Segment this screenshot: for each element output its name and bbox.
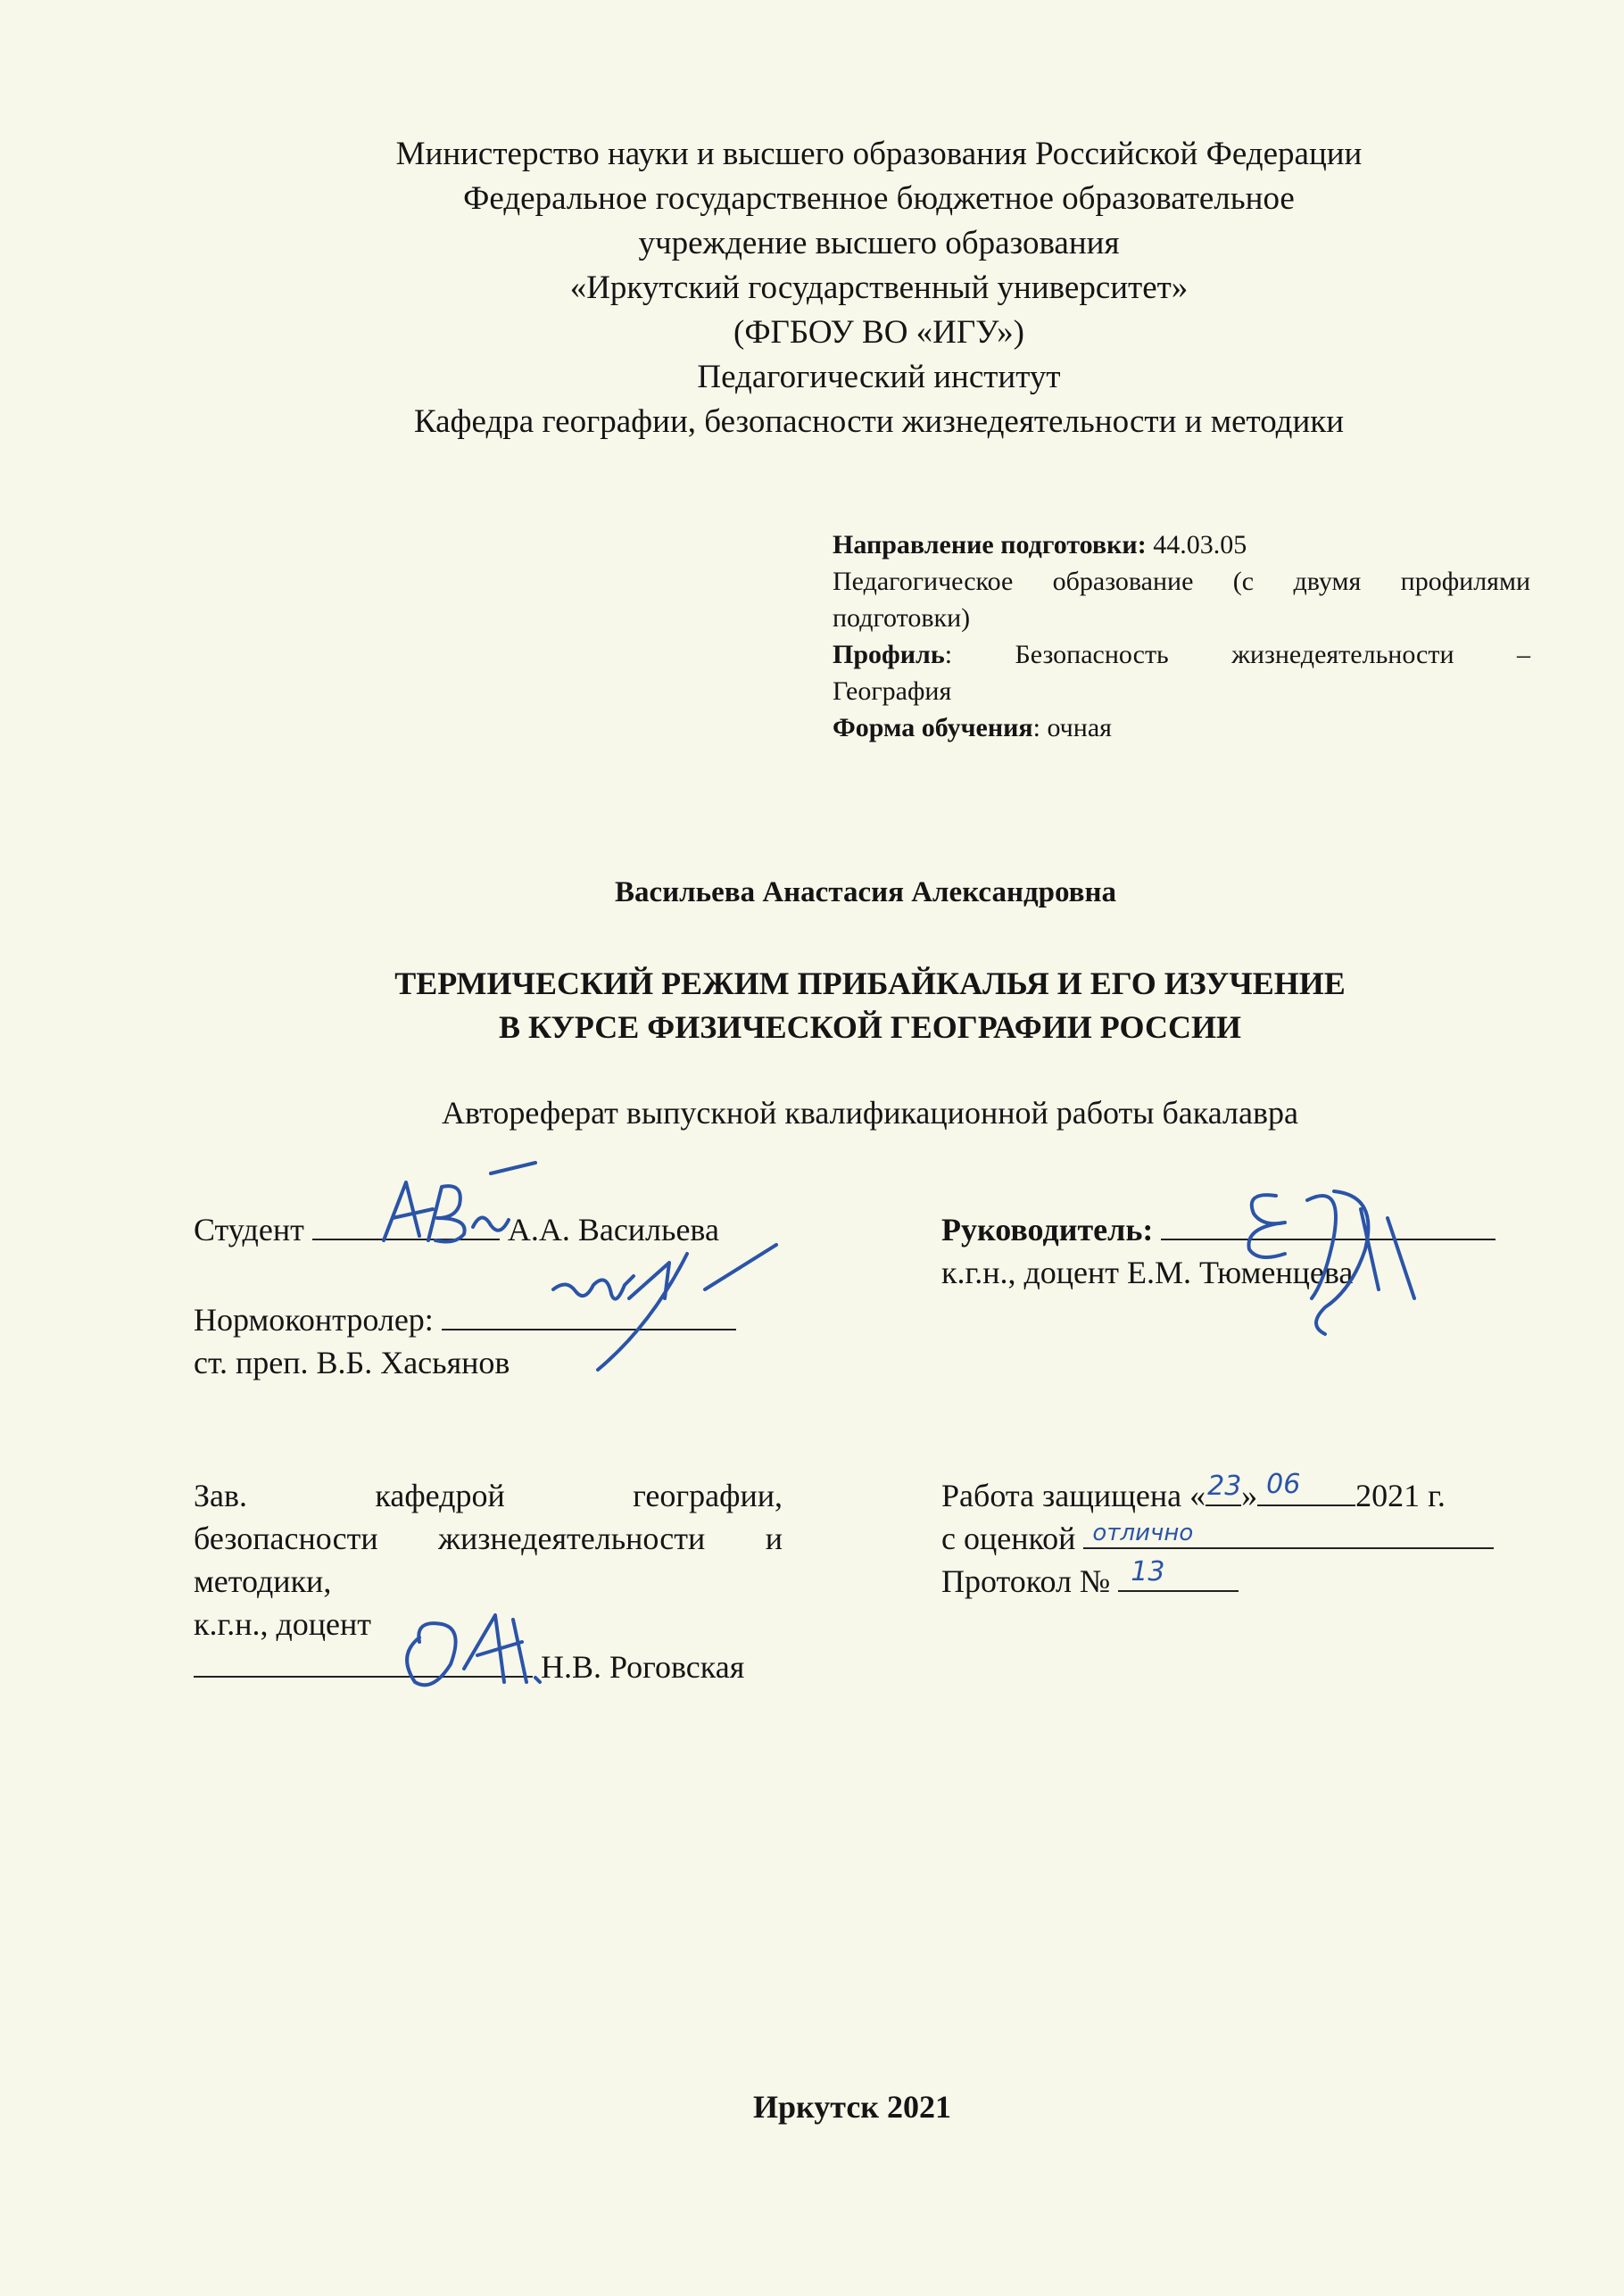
normcontrol-title-name: ст. преп. В.Б. Хасьянов [194,1345,510,1380]
profile-cont: География [833,676,952,706]
study-form-line [833,709,1530,746]
student-signature [366,1156,544,1254]
direction-code: 44.03.05 [1146,530,1247,559]
thesis-title-line2: В КУРСЕ ФИЗИЧЕСКОЙ ГЕОГРАФИИ РОССИИ [499,1009,1241,1045]
document-type: Автореферат выпускной квалификационной работы бакалавра [442,1095,1298,1131]
protocol-number: 13 [1131,1556,1165,1587]
head-line2: безопасности жизнедеятельности и [194,1521,783,1556]
department-line: Кафедра географии, безопасности жизнедеятельности и методики [413,403,1345,440]
defense-prefix: Работа защищена « [941,1478,1206,1513]
grade-label: с оценкой [941,1521,1076,1556]
supervisor-label: Руководитель: [941,1212,1154,1247]
federal-line: Федеральное государственное бюджетное образовательное [463,180,1295,217]
student-label: Студент [194,1212,304,1247]
university-abbrev-line: (ФГБОУ ВО «ИГУ») [733,314,1024,351]
institute-line: Педагогический институт [697,359,1061,395]
supervisor-signature [1209,1173,1477,1352]
study-form-label: Форма обучения [833,713,1033,742]
head-line3: методики, [194,1563,332,1599]
protocol-label: Протокол № [941,1563,1111,1599]
protocol-field [1118,1556,1239,1592]
institution-header [0,132,1624,444]
head-signature [379,1593,558,1700]
grade-line [941,1517,1521,1560]
normcontrol-signature [526,1236,794,1379]
thesis-title [0,962,1624,1049]
normcontrol-label: Нормоконтролер: [194,1302,434,1338]
profile-line [833,636,1530,673]
direction-line [833,526,1530,563]
defense-day-field [1206,1471,1242,1506]
head-line1: Зав. кафедрой географии, [194,1478,783,1513]
ministry-line: Министерство науки и высшего образования Российской Федерации [395,136,1363,172]
profile-label: Профиль [833,640,945,669]
protocol-line [941,1556,1521,1603]
author-name: Васильева Анастасия Александровна [614,876,1117,908]
student-name: А.А. Васильева [499,1212,719,1247]
supervisor-title-name: к.г.н., доцент Е.М. Тюменцева [941,1255,1354,1290]
profile-value: : Безопасность жизнедеятельности – [944,640,1530,669]
university-name-line: «Иркутский государственный университет» [569,269,1189,306]
training-direction-block [833,526,1530,746]
city-year: Иркутск 2021 [752,2089,952,2125]
thesis-title-line1: ТЕРМИЧЕСКИЙ РЕЖИМ ПРИБАЙКАЛЬЯ И ЕГО ИЗУЧЕНИЕ [394,966,1346,1001]
defense-block [941,1469,1521,1603]
direction-label: Направление подготовки: [833,530,1147,559]
direction-name-line: Педагогическое образование (с двумя профилями [833,567,1530,596]
institution-type-line: учреждение высшего образования [638,225,1120,261]
study-form-value: : очная [1032,713,1112,742]
defense-month: 06 [1266,1469,1301,1500]
defense-year: 2021 г. [1355,1478,1446,1513]
head-name: Н.В. Роговская [533,1649,745,1685]
defense-month-field [1257,1469,1355,1506]
grade-value: отлично [1092,1520,1194,1546]
grade-field [1083,1517,1494,1549]
defense-day: 23 [1207,1471,1242,1502]
defense-mid: » [1241,1478,1258,1513]
defense-date-line [941,1469,1521,1517]
direction-name-cont: подготовки) [833,603,971,633]
head-line4: к.г.н., доцент [194,1606,372,1642]
